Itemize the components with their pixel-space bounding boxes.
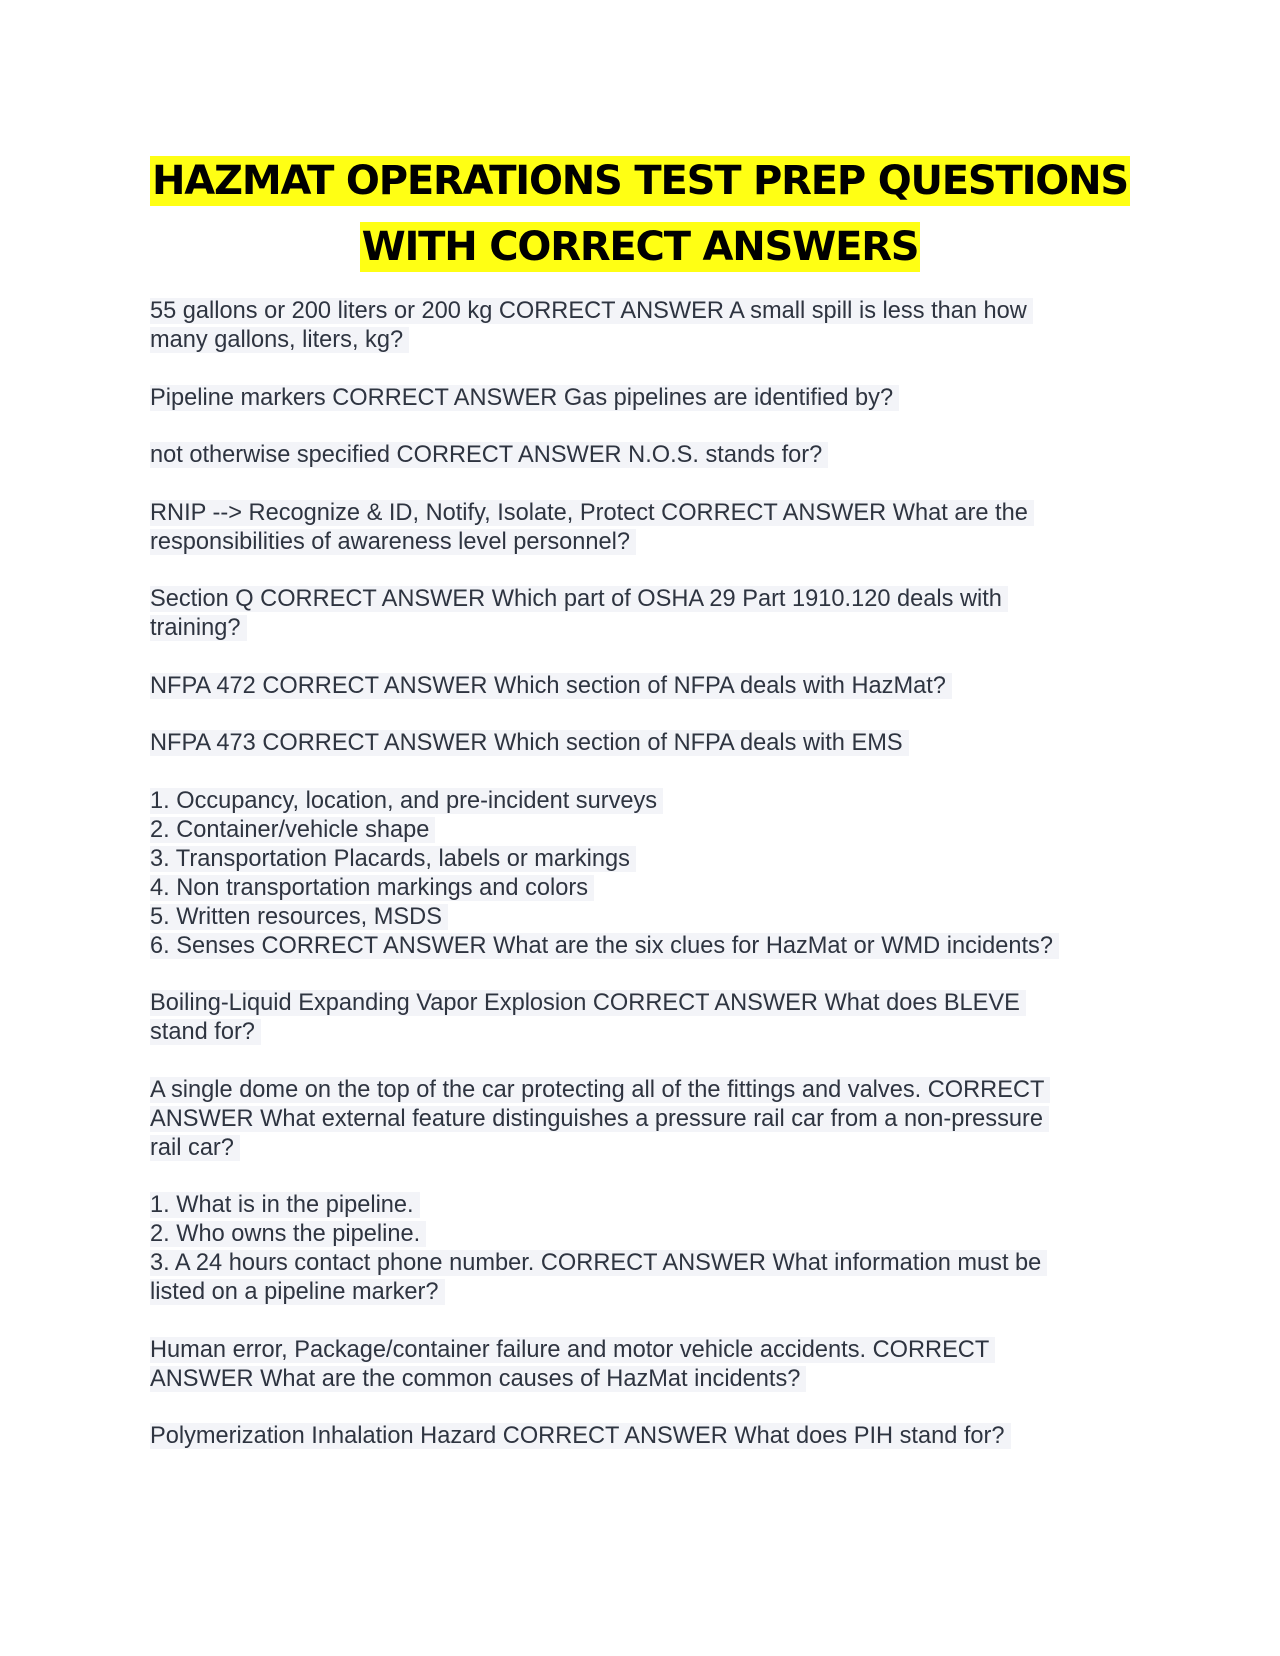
- qa-entry: [150, 989, 1130, 1047]
- qa-entry: [150, 499, 1130, 557]
- qa-entry: [150, 787, 1130, 961]
- qa-entry-line: training?: [150, 614, 1130, 643]
- qa-entry: [150, 1191, 1130, 1307]
- qa-entry-line: rail car?: [150, 1134, 1130, 1163]
- qa-entry-line: 6. Senses CORRECT ANSWER What are the six clues for HazMat or WMD incidents?: [150, 932, 1130, 961]
- document-title: [150, 148, 1130, 280]
- qa-list: [150, 297, 1130, 1480]
- qa-entry-line: Boiling-Liquid Expanding Vapor Explosion CORRECT ANSWER What does BLEVE: [150, 989, 1130, 1018]
- qa-entry: [150, 1422, 1130, 1451]
- qa-entry-line: Human error, Package/container failure and motor vehicle accidents. CORRECT: [150, 1336, 1130, 1365]
- qa-entry-line: 3. Transportation Placards, labels or markings: [150, 845, 1130, 874]
- qa-entry-line: ANSWER What external feature distinguishes a pressure rail car from a non-pressure: [150, 1105, 1130, 1134]
- qa-entry: [150, 672, 1130, 701]
- qa-entry: [150, 384, 1130, 413]
- qa-entry-line: Polymerization Inhalation Hazard CORRECT ANSWER What does PIH stand for?: [150, 1422, 1130, 1451]
- qa-entry-line: RNIP --> Recognize & ID, Notify, Isolate, Protect CORRECT ANSWER What are the: [150, 499, 1130, 528]
- title-line: WITH CORRECT ANSWERS: [361, 224, 919, 270]
- qa-entry-line: A single dome on the top of the car protecting all of the fittings and valves. CORRECT: [150, 1076, 1130, 1105]
- qa-entry-line: Section Q CORRECT ANSWER Which part of OSHA 29 Part 1910.120 deals with: [150, 585, 1130, 614]
- qa-entry-line: 5. Written resources, MSDS: [150, 903, 1130, 932]
- qa-entry-line: 4. Non transportation markings and colors: [150, 874, 1130, 903]
- qa-entry-line: listed on a pipeline marker?: [150, 1278, 1130, 1307]
- qa-entry-line: 1. What is in the pipeline.: [150, 1191, 1130, 1220]
- qa-entry-line: NFPA 472 CORRECT ANSWER Which section of NFPA deals with HazMat?: [150, 672, 1130, 701]
- qa-entry-line: ANSWER What are the common causes of HazMat incidents?: [150, 1365, 1130, 1394]
- qa-entry-line: 2. Container/vehicle shape: [150, 816, 1130, 845]
- qa-entry: [150, 585, 1130, 643]
- qa-entry-line: not otherwise specified CORRECT ANSWER N.O.S. stands for?: [150, 441, 1130, 470]
- qa-entry-line: responsibilities of awareness level personnel?: [150, 528, 1130, 557]
- qa-entry-line: stand for?: [150, 1018, 1130, 1047]
- qa-entry-line: 2. Who owns the pipeline.: [150, 1220, 1130, 1249]
- qa-entry: [150, 297, 1130, 355]
- qa-entry: [150, 1076, 1130, 1163]
- title-line: HAZMAT OPERATIONS TEST PREP QUESTIONS: [152, 158, 1128, 204]
- qa-entry: [150, 729, 1130, 758]
- qa-entry-line: NFPA 473 CORRECT ANSWER Which section of NFPA deals with EMS: [150, 729, 1130, 758]
- qa-entry: [150, 1336, 1130, 1394]
- qa-entry: [150, 441, 1130, 470]
- qa-entry-line: 55 gallons or 200 liters or 200 kg CORRECT ANSWER A small spill is less than how: [150, 297, 1130, 326]
- qa-entry-line: 1. Occupancy, location, and pre-incident surveys: [150, 787, 1130, 816]
- qa-entry-line: Pipeline markers CORRECT ANSWER Gas pipelines are identified by?: [150, 384, 1130, 413]
- qa-entry-line: many gallons, liters, kg?: [150, 326, 1130, 355]
- qa-entry-line: 3. A 24 hours contact phone number. CORRECT ANSWER What information must be: [150, 1249, 1130, 1278]
